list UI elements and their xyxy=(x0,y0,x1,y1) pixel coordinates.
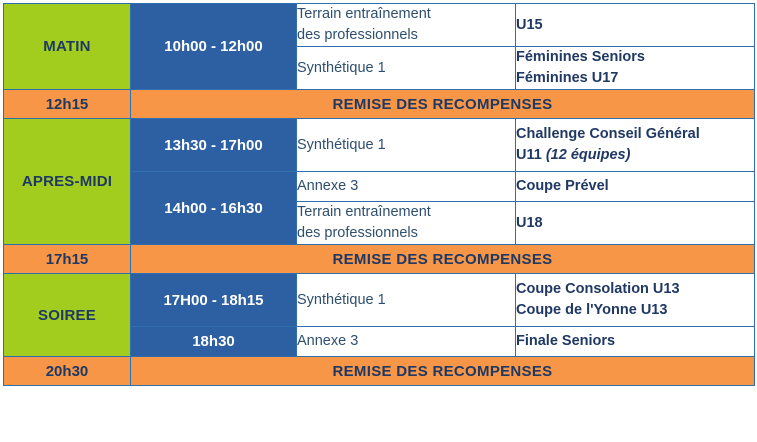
event-line: Coupe Prével xyxy=(516,178,609,195)
time-slot-afternoon-1: 13h30 - 17h00 xyxy=(131,119,297,172)
event-cell xyxy=(516,172,755,202)
table-row xyxy=(4,119,755,172)
event-line xyxy=(516,145,754,166)
period-label-afternoon: APRES-MIDI xyxy=(4,119,131,245)
event-cell xyxy=(516,47,755,90)
period-label-morning: MATIN xyxy=(4,4,131,90)
event-line-italic: (12 équipes) xyxy=(545,147,631,164)
reward-label-3: REMISE DES RECOMPENSES xyxy=(131,357,755,386)
event-line: U15 xyxy=(516,16,543,33)
table-row-reward xyxy=(4,357,755,386)
place-cell xyxy=(297,47,516,90)
place-line: Terrain entraînement xyxy=(297,6,431,22)
schedule-table xyxy=(3,3,755,386)
event-cell xyxy=(516,4,755,47)
place-line: des professionnels xyxy=(297,225,418,242)
time-slot-evening-1: 17H00 - 18h15 xyxy=(131,274,297,327)
place-cell xyxy=(297,172,516,202)
event-cell xyxy=(516,119,755,172)
place-line: Synthétique 1 xyxy=(297,59,386,76)
table-row xyxy=(4,274,755,327)
time-slot-morning: 10h00 - 12h00 xyxy=(131,4,297,90)
event-line: Féminines Seniors xyxy=(516,49,645,66)
reward-time-3: 20h30 xyxy=(4,357,131,386)
event-cell xyxy=(516,327,755,357)
event-line: Coupe Consolation U13 xyxy=(516,281,680,298)
place-line: Terrain entraînement xyxy=(297,204,431,221)
time-slot-evening-2: 18h30 xyxy=(131,327,297,357)
event-line: Challenge Conseil Général xyxy=(516,126,700,143)
table-row xyxy=(4,4,755,47)
table-row-reward xyxy=(4,245,755,274)
event-line: Finale Seniors xyxy=(516,333,616,350)
period-label-evening: SOIREE xyxy=(4,274,131,357)
reward-label-1: REMISE DES RECOMPENSES xyxy=(131,90,755,119)
place-cell xyxy=(297,327,516,357)
place-line: Synthétique 1 xyxy=(297,136,386,153)
event-line: Coupe de l'Yonne U13 xyxy=(516,302,668,319)
place-line: des professionnels xyxy=(297,27,418,44)
event-line: U18 xyxy=(516,214,543,231)
place-cell xyxy=(297,202,516,245)
place-cell xyxy=(297,274,516,327)
place-line: Annexe 3 xyxy=(297,333,359,350)
reward-time-2: 17h15 xyxy=(4,245,131,274)
place-line: Synthétique 1 xyxy=(297,291,386,308)
place-cell xyxy=(297,119,516,172)
event-cell xyxy=(516,202,755,245)
time-slot-afternoon-2: 14h00 - 16h30 xyxy=(131,172,297,245)
place-line: Annexe 3 xyxy=(297,178,359,195)
event-line: Féminines U17 xyxy=(516,70,619,87)
event-cell xyxy=(516,274,755,327)
reward-label-2: REMISE DES RECOMPENSES xyxy=(131,245,755,274)
place-cell xyxy=(297,4,516,47)
reward-time-1: 12h15 xyxy=(4,90,131,119)
table-row-reward xyxy=(4,90,755,119)
event-line-prefix: U11 xyxy=(516,147,546,164)
